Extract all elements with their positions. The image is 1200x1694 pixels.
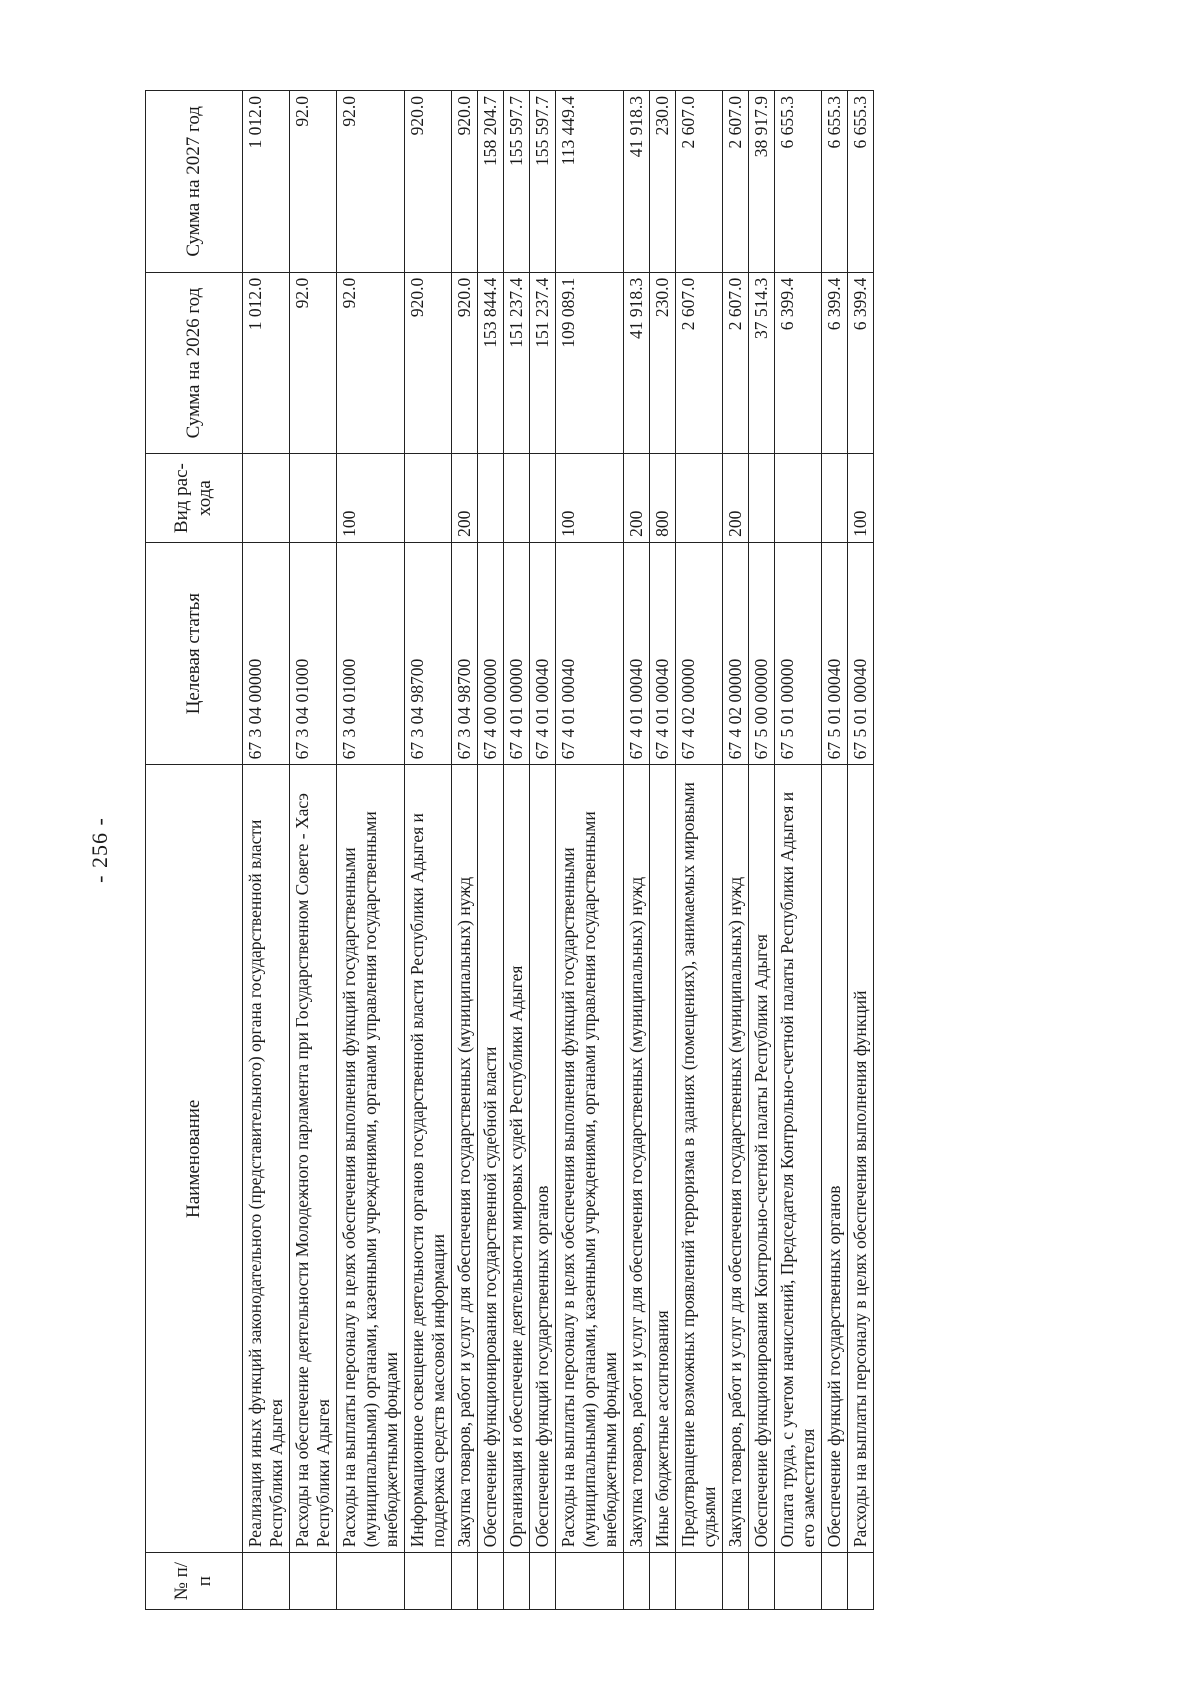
table-row xyxy=(624,91,650,1610)
cell-name: Информационное освещение деятельности органов государственной власти Республики Адыгея и поддержка средств массовой информации xyxy=(405,765,452,1553)
cell-target-code: 67 5 01 00000 xyxy=(775,542,822,765)
cell-sum-2026: 151 237.4 xyxy=(504,272,530,454)
cell-expense-type: 800 xyxy=(650,454,676,543)
table-row xyxy=(848,91,874,1610)
table-row xyxy=(650,91,676,1610)
cell-num xyxy=(290,1553,337,1610)
cell-sum-2027: 6 655.3 xyxy=(775,91,822,273)
cell-sum-2027: 38 917.9 xyxy=(749,91,775,273)
cell-name: Иные бюджетные ассигнования xyxy=(650,765,676,1553)
cell-sum-2027: 6 655.3 xyxy=(822,91,848,273)
table-row xyxy=(822,91,848,1610)
cell-num xyxy=(243,1553,290,1610)
cell-target-code: 67 5 01 00040 xyxy=(848,542,874,765)
cell-expense-type: 100 xyxy=(337,454,405,543)
cell-sum-2027: 920.0 xyxy=(405,91,452,273)
cell-expense-type xyxy=(775,454,822,543)
budget-table xyxy=(145,90,874,1610)
cell-expense-type xyxy=(749,454,775,543)
cell-sum-2026: 153 844.4 xyxy=(478,272,504,454)
cell-name: Оплата труда, с учетом начислений, Председателя Контрольно-счетной палаты Республики Адыгея и его заместителя xyxy=(775,765,822,1553)
cell-expense-type: 200 xyxy=(624,454,650,543)
table-row xyxy=(337,91,405,1610)
table-row xyxy=(556,91,624,1610)
table-row xyxy=(530,91,556,1610)
table-header xyxy=(146,91,243,1610)
cell-num xyxy=(452,1553,478,1610)
cell-sum-2027: 113 449.4 xyxy=(556,91,624,273)
cell-sum-2026: 230.0 xyxy=(650,272,676,454)
table-row xyxy=(504,91,530,1610)
cell-sum-2027: 2 607.0 xyxy=(723,91,749,273)
cell-sum-2027: 92.0 xyxy=(290,91,337,273)
cell-target-code: 67 4 01 00040 xyxy=(556,542,624,765)
cell-sum-2027: 158 204.7 xyxy=(478,91,504,273)
cell-sum-2027: 6 655.3 xyxy=(848,91,874,273)
cell-target-code: 67 3 04 00000 xyxy=(243,542,290,765)
cell-sum-2027: 41 918.3 xyxy=(624,91,650,273)
cell-target-code: 67 4 02 00000 xyxy=(723,542,749,765)
cell-sum-2027: 155 597.7 xyxy=(504,91,530,273)
cell-sum-2026: 41 918.3 xyxy=(624,272,650,454)
cell-num xyxy=(504,1553,530,1610)
cell-name: Обеспечение функций государственных органов xyxy=(822,765,848,1553)
cell-expense-type xyxy=(504,454,530,543)
cell-expense-type xyxy=(822,454,848,543)
cell-expense-type: 100 xyxy=(848,454,874,543)
cell-expense-type xyxy=(530,454,556,543)
cell-expense-type xyxy=(676,454,723,543)
cell-target-code: 67 4 01 00040 xyxy=(624,542,650,765)
table-row xyxy=(452,91,478,1610)
cell-num xyxy=(405,1553,452,1610)
cell-name: Обеспечение функций государственных органов xyxy=(530,765,556,1553)
cell-name: Обеспечение функционирования государственной судебной власти xyxy=(478,765,504,1553)
cell-num xyxy=(650,1553,676,1610)
table-row xyxy=(723,91,749,1610)
cell-name: Закупка товаров, работ и услуг для обеспечения государственных (муниципальных) нужд xyxy=(723,765,749,1553)
cell-sum-2027: 92.0 xyxy=(337,91,405,273)
cell-num xyxy=(848,1553,874,1610)
cell-target-code: 67 4 01 00040 xyxy=(650,542,676,765)
cell-num xyxy=(556,1553,624,1610)
cell-num xyxy=(624,1553,650,1610)
cell-name: Расходы на выплаты персоналу в целях обеспечения выполнения функций государственными (муниципальными) органами, казенными учреждениями, органами управления государственными внебюджетными фондами xyxy=(556,765,624,1553)
cell-target-code: 67 3 04 01000 xyxy=(337,542,405,765)
cell-expense-type xyxy=(405,454,452,543)
cell-expense-type: 200 xyxy=(452,454,478,543)
cell-sum-2026: 151 237.4 xyxy=(530,272,556,454)
cell-num xyxy=(337,1553,405,1610)
header-vid: Вид рас-хода xyxy=(146,454,243,543)
cell-name: Организация и обеспечение деятельности мировых судей Республики Адыгея xyxy=(504,765,530,1553)
table-row xyxy=(405,91,452,1610)
cell-name: Закупка товаров, работ и услуг для обеспечения государственных (муниципальных) нужд xyxy=(452,765,478,1553)
cell-sum-2026: 109 089.1 xyxy=(556,272,624,454)
cell-target-code: 67 4 02 00000 xyxy=(676,542,723,765)
cell-sum-2027: 155 597.7 xyxy=(530,91,556,273)
table-row xyxy=(478,91,504,1610)
cell-expense-type xyxy=(243,454,290,543)
cell-sum-2026: 6 399.4 xyxy=(822,272,848,454)
cell-name: Расходы на выплаты персоналу в целях обеспечения выполнения функций государственными (муниципальными) органами, казенными учреждениями, органами управления государственными внебюджетными фондами xyxy=(337,765,405,1553)
cell-name: Реализация иных функций законодательного (представительного) органа государственной власти Республики Адыгея xyxy=(243,765,290,1553)
table-row xyxy=(749,91,775,1610)
cell-expense-type: 100 xyxy=(556,454,624,543)
cell-sum-2027: 2 607.0 xyxy=(676,91,723,273)
table-row xyxy=(290,91,337,1610)
cell-expense-type xyxy=(478,454,504,543)
cell-sum-2026: 6 399.4 xyxy=(848,272,874,454)
cell-name: Закупка товаров, работ и услуг для обеспечения государственных (муниципальных) нужд xyxy=(624,765,650,1553)
cell-sum-2026: 920.0 xyxy=(452,272,478,454)
cell-num xyxy=(749,1553,775,1610)
cell-sum-2026: 2 607.0 xyxy=(676,272,723,454)
cell-num xyxy=(775,1553,822,1610)
cell-sum-2026: 37 514.3 xyxy=(749,272,775,454)
cell-num xyxy=(822,1553,848,1610)
cell-num xyxy=(676,1553,723,1610)
table-row xyxy=(775,91,822,1610)
cell-sum-2026: 6 399.4 xyxy=(775,272,822,454)
cell-target-code: 67 3 04 01000 xyxy=(290,542,337,765)
cell-sum-2026: 92.0 xyxy=(337,272,405,454)
table-body xyxy=(243,91,874,1610)
cell-sum-2027: 920.0 xyxy=(452,91,478,273)
cell-expense-type xyxy=(290,454,337,543)
cell-name: Обеспечение функционирования Контрольно-счетной палаты Республики Адыгея xyxy=(749,765,775,1553)
cell-target-code: 67 4 00 00000 xyxy=(478,542,504,765)
document-sheet xyxy=(87,90,1085,1610)
cell-name: Предотвращение возможных проявлений терроризма в зданиях (помещениях), занимаемых мировыми судьями xyxy=(676,765,723,1553)
header-num: № п/п xyxy=(146,1553,243,1610)
cell-sum-2026: 1 012.0 xyxy=(243,272,290,454)
cell-sum-2027: 230.0 xyxy=(650,91,676,273)
cell-num xyxy=(723,1553,749,1610)
cell-sum-2026: 2 607.0 xyxy=(723,272,749,454)
cell-sum-2027: 1 012.0 xyxy=(243,91,290,273)
cell-target-code: 67 4 01 00000 xyxy=(504,542,530,765)
cell-name: Расходы на выплаты персоналу в целях обеспечения выполнения функций xyxy=(848,765,874,1553)
cell-num xyxy=(530,1553,556,1610)
cell-num xyxy=(478,1553,504,1610)
cell-target-code: 67 5 00 00000 xyxy=(749,542,775,765)
cell-target-code: 67 3 04 98700 xyxy=(405,542,452,765)
cell-name: Расходы на обеспечение деятельности Молодежного парламента при Государственном Совете - Хасэ Республики Адыгея xyxy=(290,765,337,1553)
header-sum-2026: Сумма на 2026 год xyxy=(146,272,243,454)
cell-sum-2026: 920.0 xyxy=(405,272,452,454)
header-sum-2027: Сумма на 2027 год xyxy=(146,91,243,273)
cell-target-code: 67 4 01 00040 xyxy=(530,542,556,765)
header-code: Целевая статья xyxy=(146,542,243,765)
cell-target-code: 67 3 04 98700 xyxy=(452,542,478,765)
cell-sum-2026: 92.0 xyxy=(290,272,337,454)
table-row xyxy=(676,91,723,1610)
cell-target-code: 67 5 01 00040 xyxy=(822,542,848,765)
page-number: - 256 - xyxy=(87,817,112,883)
cell-expense-type: 200 xyxy=(723,454,749,543)
header-name: Наименование xyxy=(146,765,243,1553)
table-row xyxy=(243,91,290,1610)
header-row xyxy=(146,91,243,1610)
